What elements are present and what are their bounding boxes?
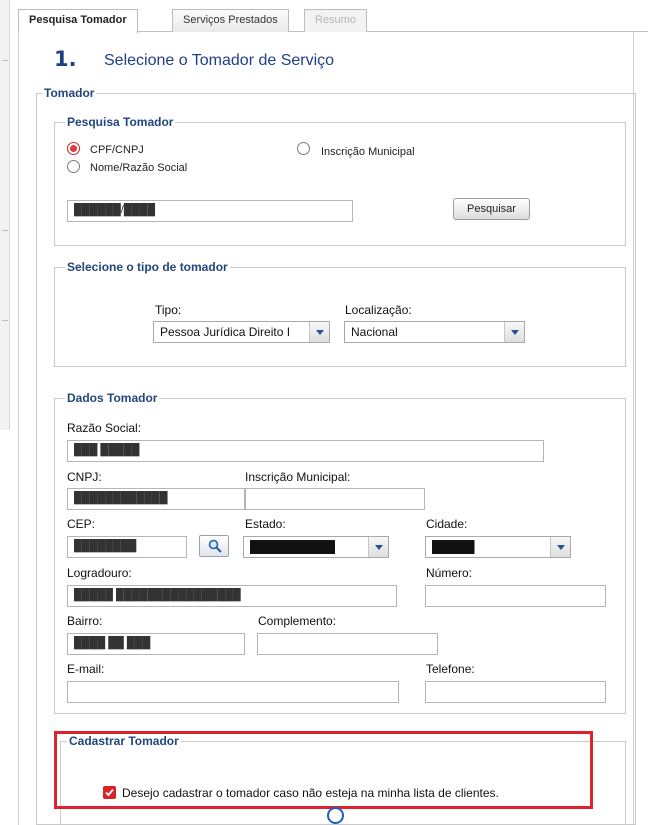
tab-pesquisa-tomador[interactable]: Pesquisa Tomador bbox=[18, 9, 138, 33]
inscricao-municipal-field[interactable] bbox=[245, 488, 425, 510]
radio-nome-razao-social-label: Nome/Razão Social bbox=[90, 162, 188, 174]
radio-cpf-cnpj-label: CPF/CNPJ bbox=[90, 144, 144, 156]
numero-label: Número: bbox=[426, 566, 473, 580]
logradouro-label: Logradouro: bbox=[67, 566, 132, 580]
legend-pesquisa-tomador: Pesquisa Tomador bbox=[67, 115, 174, 129]
estado-select-value: ██████████ bbox=[250, 540, 336, 554]
cep-search-button[interactable] bbox=[199, 535, 229, 557]
localizacao-label: Localização: bbox=[345, 303, 412, 317]
legend-tomador: Tomador bbox=[44, 86, 95, 100]
bairro-label: Bairro: bbox=[67, 614, 103, 628]
cidade-select[interactable] bbox=[425, 536, 571, 558]
legend-tipo-tomador: Selecione o tipo de tomador bbox=[67, 260, 228, 274]
fieldset-pesquisa-tomador bbox=[54, 115, 626, 246]
razao-social-field[interactable]: ███ █████ bbox=[67, 440, 544, 462]
step-number: 1. bbox=[54, 47, 77, 71]
left-edge-strip bbox=[0, 0, 10, 430]
chevron-down-icon bbox=[504, 322, 524, 342]
strip-mark bbox=[2, 230, 8, 231]
pesquisar-button[interactable]: Pesquisar bbox=[453, 198, 530, 220]
cadastrar-checkbox-label[interactable]: Desejo cadastrar o tomador caso não esteja na minha lista de clientes. bbox=[122, 786, 499, 800]
cursor-ring-icon bbox=[327, 807, 344, 824]
tipo-label: Tipo: bbox=[155, 303, 182, 317]
complemento-label: Complemento: bbox=[258, 614, 337, 628]
estado-label: Estado: bbox=[245, 517, 286, 531]
cep-field[interactable]: ████████ bbox=[67, 536, 187, 558]
chevron-down-icon bbox=[368, 537, 388, 557]
search-input[interactable]: ██████/████ bbox=[67, 200, 353, 222]
estado-select[interactable] bbox=[243, 536, 389, 558]
inscricao-municipal-label: Inscrição Municipal: bbox=[245, 470, 351, 484]
step-heading bbox=[54, 47, 335, 71]
bairro-field[interactable]: ████ ██ ███ bbox=[67, 633, 245, 655]
legend-cadastrar-tomador: Cadastrar Tomador bbox=[69, 734, 179, 748]
fieldset-tipo-tomador bbox=[54, 260, 626, 367]
cadastrar-checkbox[interactable] bbox=[103, 786, 116, 799]
telefone-field[interactable] bbox=[425, 681, 606, 703]
radio-cpf-cnpj[interactable] bbox=[67, 142, 80, 155]
telefone-label: Telefone: bbox=[426, 662, 475, 676]
legend-dados-tomador: Dados Tomador bbox=[67, 391, 158, 405]
email-label: E-mail: bbox=[67, 662, 105, 676]
chevron-down-icon bbox=[550, 537, 570, 557]
checkmark-icon bbox=[104, 787, 115, 798]
radio-inscricao-municipal[interactable] bbox=[297, 142, 310, 155]
cep-label: CEP: bbox=[67, 517, 96, 531]
cidade-select-value: █████ bbox=[432, 540, 475, 554]
chevron-down-icon bbox=[309, 322, 329, 342]
tipo-select-value: Pessoa Jurídica Direito I bbox=[160, 325, 291, 339]
email-field[interactable] bbox=[67, 681, 399, 703]
radio-inscricao-municipal-label: Inscrição Municipal bbox=[321, 146, 415, 158]
strip-mark bbox=[2, 60, 8, 61]
magnifier-icon bbox=[208, 539, 222, 553]
numero-field[interactable] bbox=[425, 585, 606, 607]
tab-servicos-prestados[interactable]: Serviços Prestados bbox=[172, 9, 289, 32]
cnpj-field[interactable]: ████████████ bbox=[67, 488, 245, 510]
complemento-field[interactable] bbox=[257, 633, 438, 655]
strip-mark bbox=[2, 320, 8, 321]
cidade-label: Cidade: bbox=[426, 517, 468, 531]
tab-resumo: Resumo bbox=[304, 9, 367, 32]
tipo-select[interactable] bbox=[153, 321, 330, 343]
tab-bar bbox=[18, 6, 648, 32]
razao-social-label: Razão Social: bbox=[67, 421, 142, 435]
localizacao-select[interactable] bbox=[344, 321, 525, 343]
logradouro-field[interactable]: █████ ████████████████ bbox=[67, 585, 397, 607]
page-title: Selecione o Tomador de Serviço bbox=[104, 52, 335, 69]
localizacao-select-value: Nacional bbox=[351, 325, 398, 339]
cnpj-label: CNPJ: bbox=[67, 470, 102, 484]
radio-nome-razao-social[interactable] bbox=[67, 160, 80, 173]
